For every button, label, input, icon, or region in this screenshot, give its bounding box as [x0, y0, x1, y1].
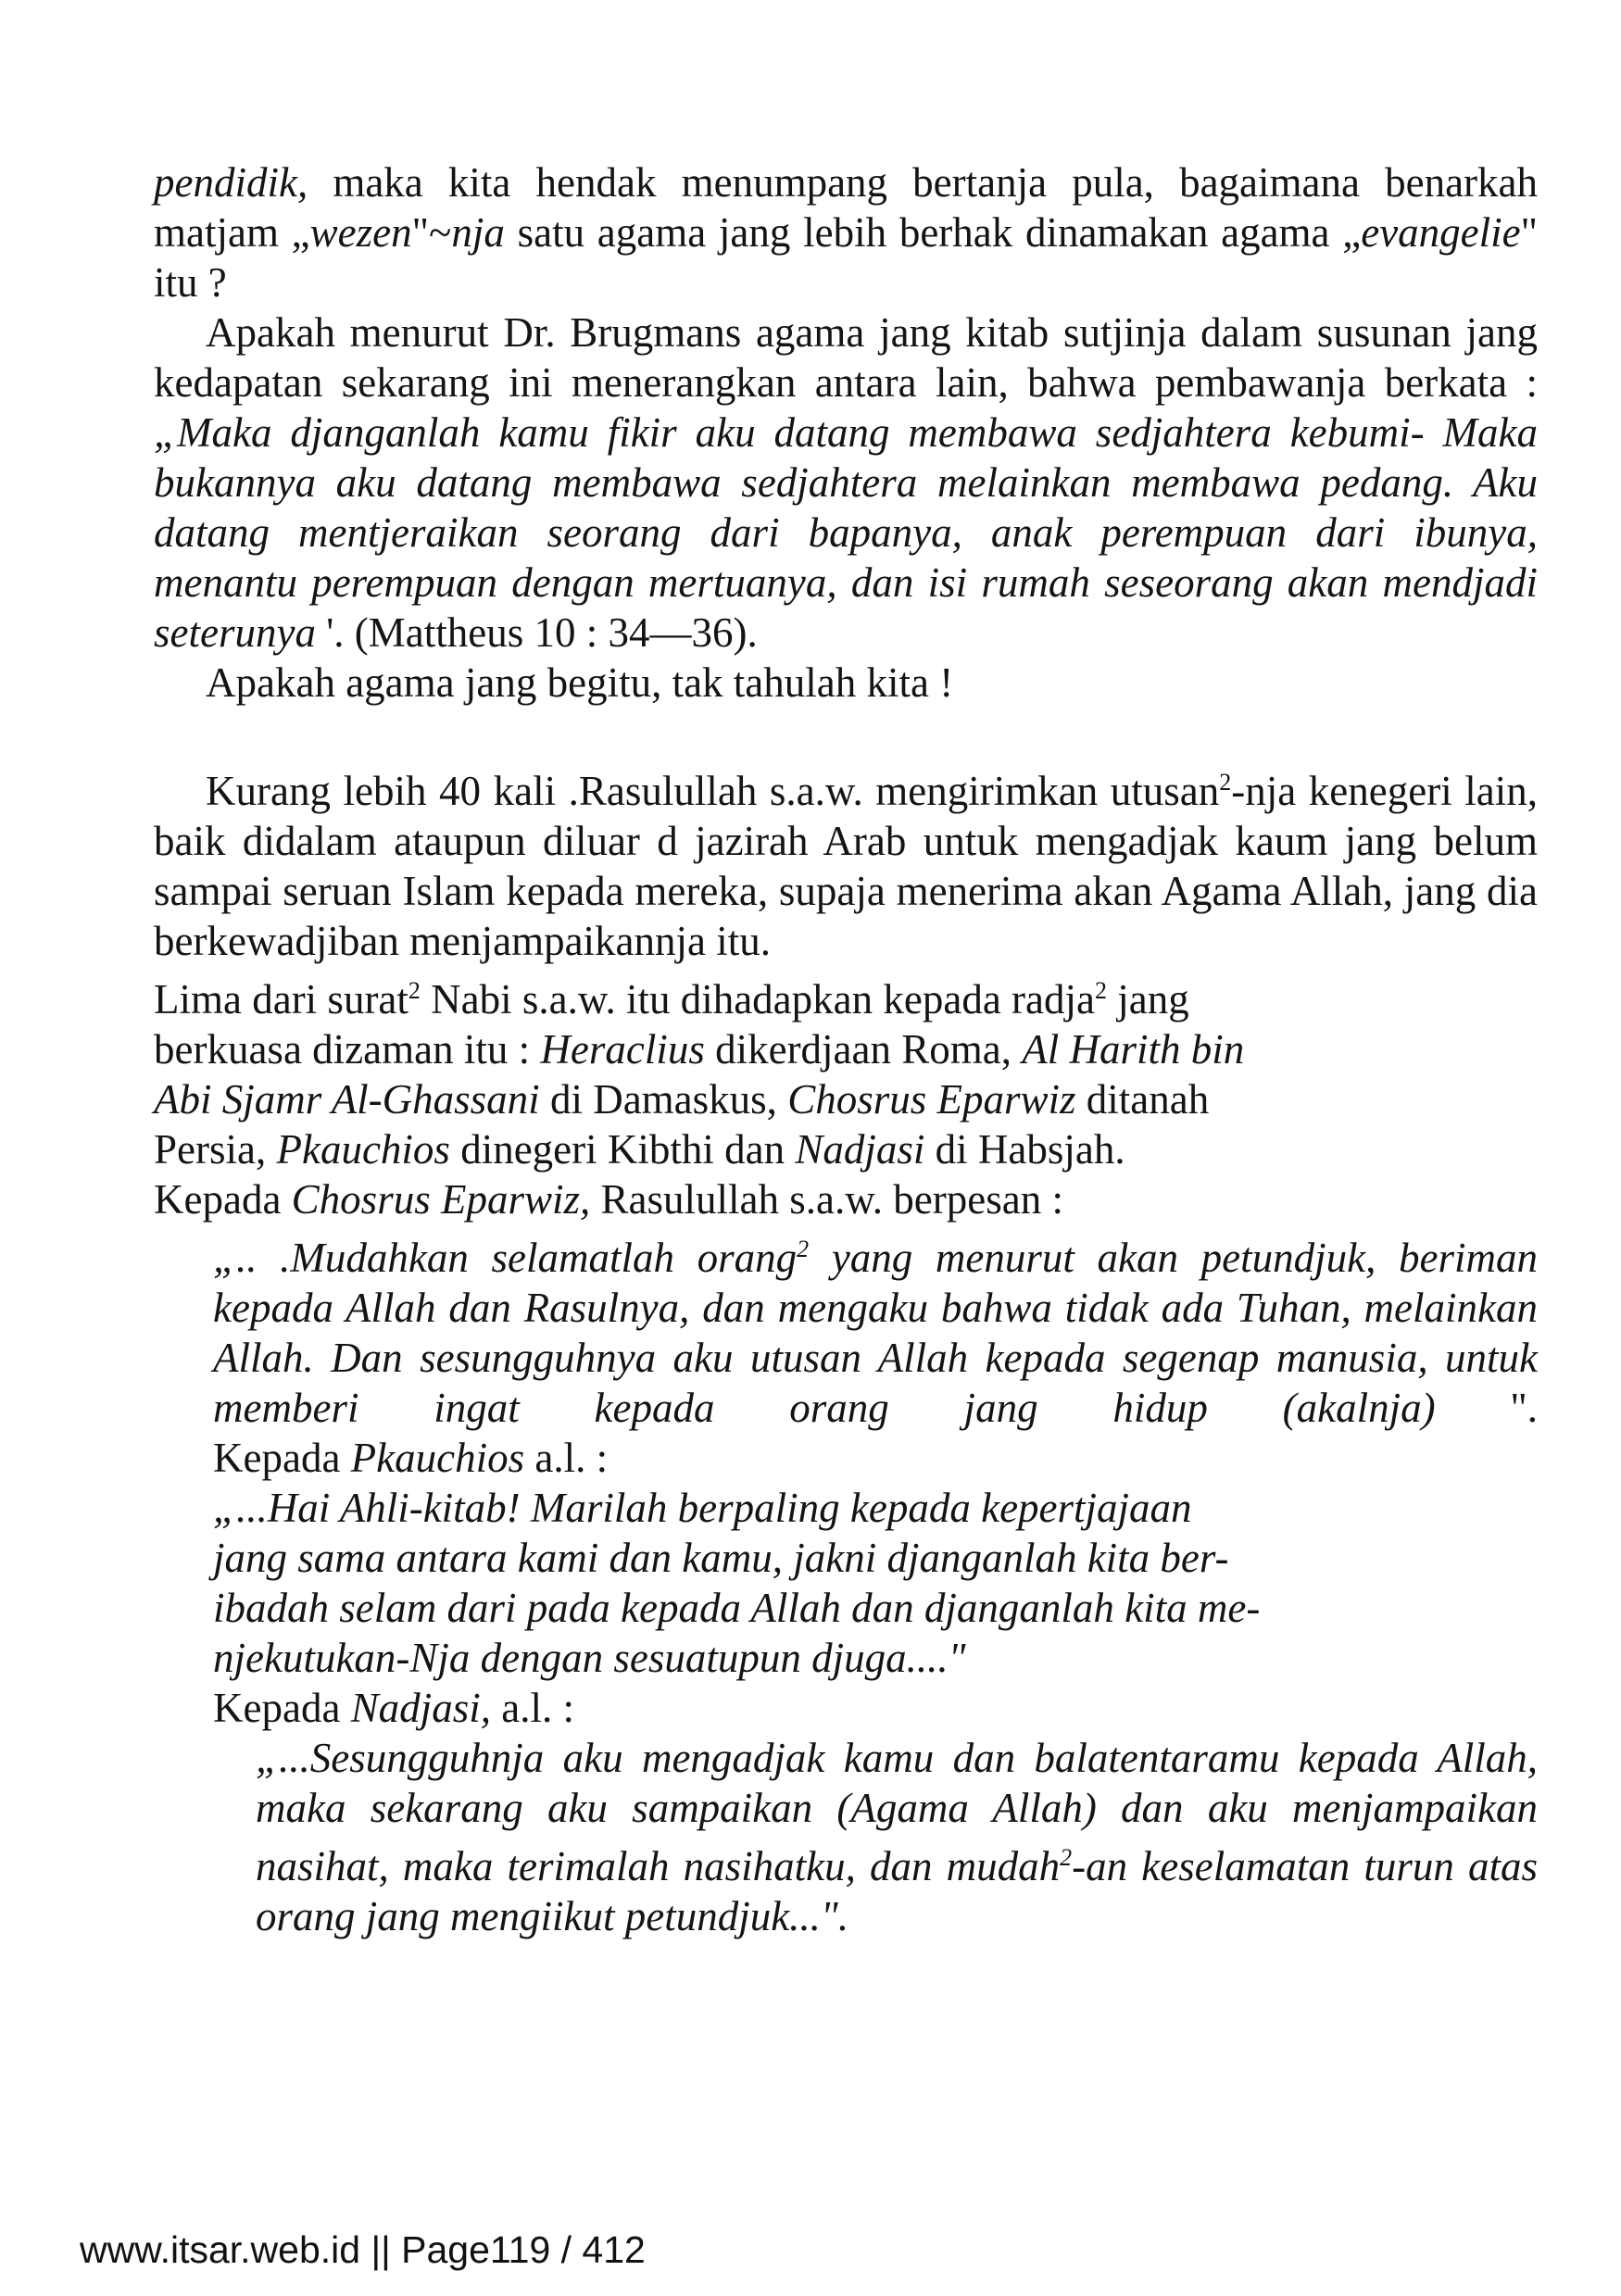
paragraph-5-line-2: berkuasa dizaman itu : Heraclius dikerdjaan Roma, Al Harith bin: [154, 1026, 1245, 1073]
paragraph-4: Kurang lebih 40 kali .Rasulullah s.a.w. mengirimkan utusan$^2$-nja kenegeri lain, baik didalam ataupun diluar d jazirah Arab untuk mengadjak kaum jang belum sampai seruan Islam kepada mereka, supaja menerima akan Agama Allah, jang dia berkewadjiban menjampaikannja itu.: [154, 768, 1538, 964]
quote-chosrus: „.. .Mudahkan selamatlah orang$^2$ yang menurut akan petundjuk, beriman kepada Allah dan Rasulnya, dan mengaku bahwa tidak ada Tuhan, melainkan Allah. Dan sesungguhnya aku utusan Allah kepada segenap manusia, untuk memberi ingat kepada orang jang hidup (akalnja) ".: [213, 1235, 1538, 1431]
quote-pkauchios-line-3: ibadah selam dari pada kepada Allah dan djanganlah kita me-: [213, 1585, 1261, 1631]
paragraph-2: Apakah menurut Dr. Brugmans agama jang kitab sutjinja dalam susunan jang kedapatan sekarang ini menerangkan antara lain, bahwa pembawanja berkata : „Maka djanganlah kamu fikir aku datang membawa sedjahtera kebumi- Maka bukannya aku datang membawa sedjahtera melainkan membawa pedang. Aku datang mentjeraikan seorang dari bapanya, anak perempuan dari ibunya, menantu perempuan dengan mertuanya, dan isi rumah seseorang akan mendjadi seterunya '. (Mattheus 10 : 34—36).: [154, 309, 1538, 656]
quote-pkauchios-line-4: njekutukan-Nja dengan sesuatupun djuga....": [213, 1635, 966, 1681]
page-footer: www.itsar.web.id || Page119 / 412: [80, 2228, 646, 2271]
kepada-nadjasi: Kepada Nadjasi, a.l. :: [213, 1685, 574, 1731]
paragraph-5-line-4: Persia, Pkauchios dinegeri Kibthi dan Nadjasi di Habsjah.: [154, 1126, 1125, 1173]
paragraph-1: pendidik, maka kita hendak menumpang bertanja pula, bagaimana benarkah matjam „wezen"~nja satu agama jang lebih berhak dinamakan agama „evangelie" itu ?: [154, 159, 1538, 306]
page-body: [154, 157, 1538, 1941]
section-gap: [154, 708, 1538, 758]
kepada-pkauchios: Kepada Pkauchios a.l. :: [213, 1435, 609, 1481]
paragraph-5-line-1: Lima dari surat$^2$ Nabi s.a.w. itu dihadapkan kepada radja$^2$ jang: [154, 976, 1189, 1023]
paragraph-5: [154, 966, 1538, 1224]
quote-pkauchios: [213, 1483, 1538, 1683]
paragraph-5-line-5: Kepada Chosrus Eparwiz, Rasulullah s.a.w. berpesan :: [154, 1176, 1063, 1223]
paragraph-3: Apakah agama jang begitu, tak tahulah kita !: [206, 659, 954, 706]
quote-pkauchios-line-2: jang sama antara kami dan kamu, jakni djanganlah kita ber-: [213, 1535, 1229, 1581]
quote-pkauchios-line-1: „...Hai Ahli-kitab! Marilah berpaling kepada kepertjajaan: [213, 1485, 1192, 1531]
quote-nadjasi: „...Sesungguhnja aku mengadjak kamu dan balatentaramu kepada Allah, maka sekarang aku sampaikan (Agama Allah) dan aku menjampaikan nasihat, maka terimalah nasihatku, dan mudah$^2$-an keselamatan turun atas orang jang mengiikut petundjuk...".: [256, 1735, 1538, 1939]
paragraph-5-line-3: Abi Sjamr Al-Ghassani di Damaskus, Chosrus Eparwiz ditanah: [154, 1076, 1210, 1123]
